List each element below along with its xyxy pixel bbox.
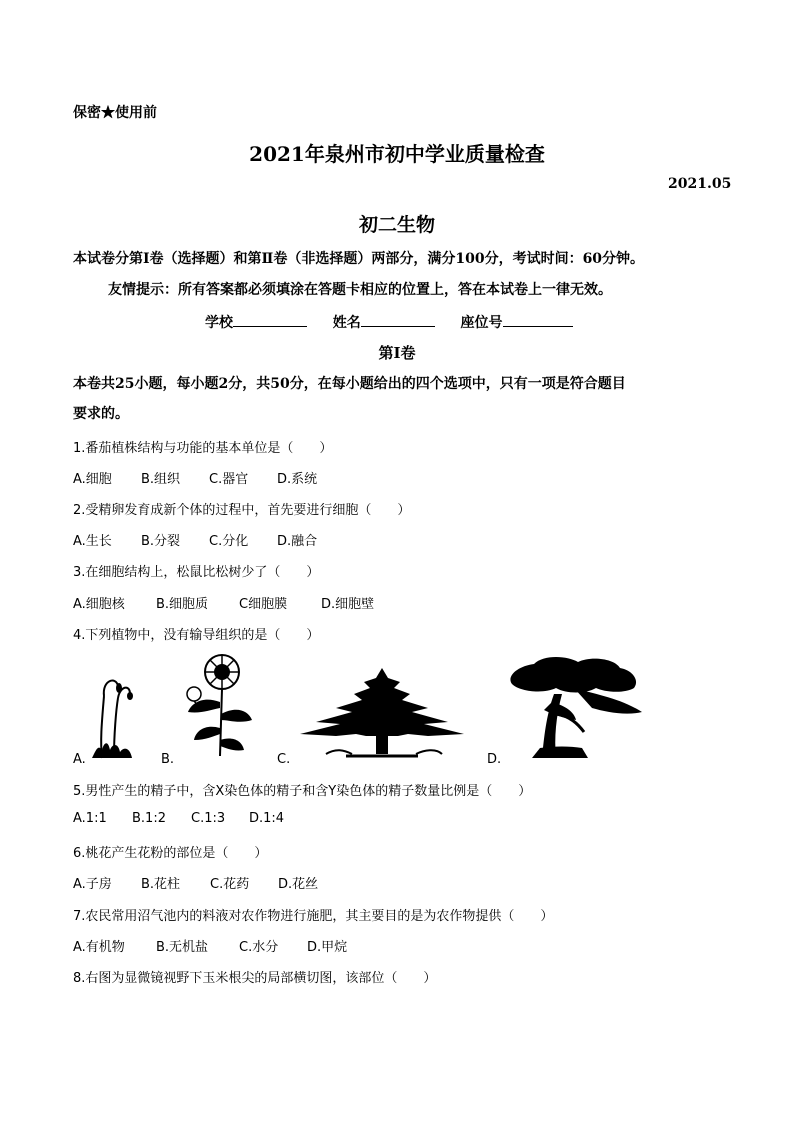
option[interactable]: D.细胞壁 [321,597,375,612]
option[interactable]: C.器官 [209,472,249,487]
option[interactable]: C细胞膜 [239,597,288,612]
student-fields [205,312,573,332]
name-label: 姓名 [332,315,361,331]
volume-description-cont: 要求的。 [73,406,129,422]
option[interactable]: C.水分 [239,940,279,955]
option[interactable]: B.1:2 [132,811,166,826]
subject-title: 初二生物 [358,214,435,236]
question-2-stem: 2.受精卵发育成新个体的过程中，首先要进行细胞（ ） [73,503,411,518]
option-d-label[interactable]: D. [487,752,502,767]
question-2-options [73,530,317,549]
question-6-stem: 6.桃花产生花粉的部位是（ ） [73,846,268,861]
question-5-options [73,811,284,826]
chrysanthemum-icon [182,652,258,760]
option[interactable]: A.1:1 [73,811,107,826]
name-blank[interactable] [361,312,435,327]
option[interactable]: B.细胞质 [156,597,209,612]
option-b-label[interactable]: B. [161,752,175,767]
option[interactable]: C.花药 [210,877,250,892]
exam-date: 2021.05 [668,176,732,192]
option-a-label[interactable]: A. [73,752,86,767]
school-blank[interactable] [233,312,307,327]
option[interactable]: A.细胞核 [73,597,125,612]
question-3-stem: 3.在细胞结构上，松鼠比松树少了（ ） [73,565,320,580]
cedar-tree-icon [296,664,468,760]
seat-blank[interactable] [503,312,573,327]
exam-title: 2021年泉州市初中学业质量检查 [249,142,545,166]
option[interactable]: D.甲烷 [307,940,348,955]
option[interactable]: D.1:4 [249,811,285,826]
option[interactable]: D.花丝 [278,877,319,892]
question-1-options [73,468,317,487]
option[interactable]: A.细胞 [73,472,112,487]
seat-label: 座位号 [460,315,503,331]
question-4-stem: 4.下列植物中，没有输导组织的是（ ） [73,628,320,643]
question-8-stem: 8.右图为显微镜视野下玉米根尖的局部横切图，该部位（ ） [73,971,437,986]
exam-intro: 本试卷分第Ⅰ卷（选择题）和第Ⅱ卷（非选择题）两部分，满分100分，考试时间：60分钟。 [73,251,645,267]
exam-tip: 友情提示：所有答案都必须填涂在答题卡相应的位置上，答在本试卷上一律无效。 [108,282,612,298]
option[interactable]: B.组织 [141,472,181,487]
question-7-options [73,936,347,955]
option[interactable]: B.无机盐 [156,940,209,955]
option[interactable]: C.分化 [209,534,249,549]
question-6-options [73,873,318,892]
option[interactable]: C.1:3 [191,811,226,826]
school-label: 学校 [205,315,233,331]
question-7-stem: 7.农民常用沼气池内的料液对农作物进行施肥，其主要目的是为农作物提供（ ） [73,909,554,924]
question-1-stem: 1.番茄植株结构与功能的基本单位是（ ） [73,441,333,456]
option-c-label[interactable]: C. [277,752,291,767]
option[interactable]: B.花柱 [141,877,181,892]
option[interactable]: D.系统 [277,472,318,487]
moss-plant-icon [88,670,138,760]
question-5-stem: 5.男性产生的精子中，含X染色体的精子和含Y染色体的精子数量比例是（ ） [73,784,532,799]
option[interactable]: B.分裂 [141,534,181,549]
option[interactable]: A.有机物 [73,940,125,955]
option[interactable]: A.子房 [73,877,112,892]
option[interactable]: A.生长 [73,534,112,549]
question-3-options [73,593,374,612]
confidential-mark: 保密★使用前 [73,105,157,121]
volume-heading: 第Ⅰ卷 [378,344,416,362]
option[interactable]: D.融合 [277,534,318,549]
volume-description: 本卷共25小题，每小题2分，共50分，在每小题给出的四个选项中，只有一项是符合题目 [73,376,626,392]
pine-tree-icon [504,654,650,760]
